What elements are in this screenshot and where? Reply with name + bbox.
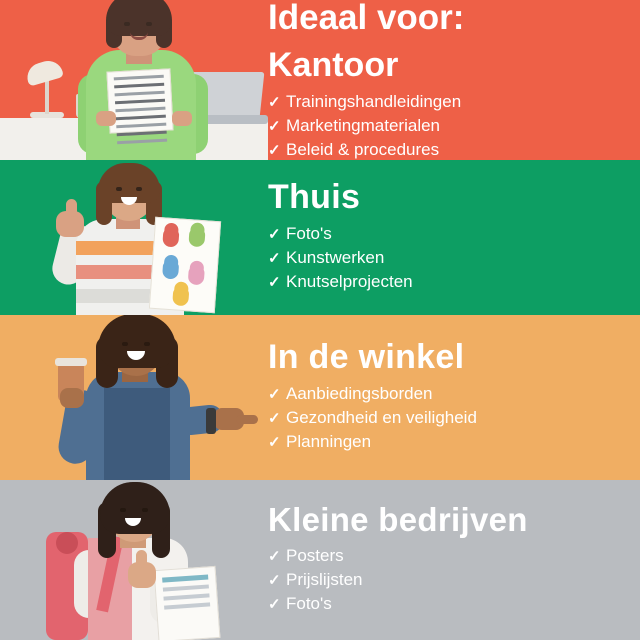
list-item-label: Prijslijsten xyxy=(286,570,363,590)
list-item-label: Knutselprojecten xyxy=(286,272,413,292)
small-business-text xyxy=(268,480,632,640)
coffee-lid-icon xyxy=(55,358,87,366)
person-eye xyxy=(136,187,142,191)
list-item-label: Foto's xyxy=(286,594,332,614)
person-hair xyxy=(98,315,176,368)
check-icon: ✓ xyxy=(268,596,281,614)
small-business-heading: Kleine bedrijven xyxy=(268,501,528,539)
list-item-label: Marketingmaterialen xyxy=(286,115,441,135)
check-icon: ✓ xyxy=(268,274,281,292)
office-list xyxy=(268,90,632,160)
store-list xyxy=(268,382,632,454)
printed-flyer xyxy=(154,566,221,640)
flyer-band xyxy=(162,574,208,582)
list-item-label: Trainingshandleidingen xyxy=(286,91,462,111)
home-heading: Thuis xyxy=(268,178,361,217)
list-item-label: Kunstwerken xyxy=(286,248,385,268)
check-icon: ✓ xyxy=(268,93,281,111)
list-item xyxy=(268,222,632,246)
person-eye xyxy=(116,187,122,191)
check-icon: ✓ xyxy=(268,434,281,452)
person-hair xyxy=(106,0,172,36)
store-text xyxy=(268,315,632,480)
check-icon: ✓ xyxy=(268,250,281,268)
handprint-artwork xyxy=(149,217,221,313)
office-heading: Kantoor xyxy=(268,45,399,84)
person-hand xyxy=(172,111,192,126)
desk-lamp-icon xyxy=(24,57,64,86)
small-business-photo xyxy=(0,480,268,640)
check-icon: ✓ xyxy=(268,117,281,135)
list-item-label: Posters xyxy=(286,546,344,566)
list-item xyxy=(268,430,632,454)
store-heading: In de winkel xyxy=(268,338,465,377)
list-item xyxy=(268,592,632,616)
handprint-icon xyxy=(162,228,179,247)
list-item xyxy=(268,246,632,270)
store-photo xyxy=(0,315,268,480)
wristwatch-icon xyxy=(206,408,216,434)
list-item xyxy=(268,406,632,430)
list-item-label: Planningen xyxy=(286,432,372,452)
list-item xyxy=(268,138,632,160)
home-photo xyxy=(0,160,268,315)
check-icon: ✓ xyxy=(268,572,281,590)
thumb-icon xyxy=(136,550,147,568)
person-eye xyxy=(124,22,130,26)
person-hand xyxy=(96,111,116,126)
list-item xyxy=(268,544,632,568)
flyer-line xyxy=(164,602,210,609)
list-item-label: Aanbiedingsborden xyxy=(286,384,433,404)
section-small-business xyxy=(0,480,640,640)
apron xyxy=(104,388,170,480)
page-title: Ideaal voor: xyxy=(268,0,465,37)
flyer-line xyxy=(163,593,209,600)
yoga-mat-end xyxy=(56,532,78,554)
home-text xyxy=(268,160,632,315)
person-hand xyxy=(60,388,84,408)
home-list xyxy=(268,222,632,294)
person-eye xyxy=(122,342,128,346)
office-text xyxy=(268,0,632,160)
check-icon: ✓ xyxy=(268,226,281,244)
check-icon: ✓ xyxy=(268,548,281,566)
section-store xyxy=(0,315,640,480)
list-item xyxy=(268,114,632,138)
list-item-label: Beleid & procedures xyxy=(286,140,440,160)
list-item-label: Foto's xyxy=(286,224,332,244)
list-item xyxy=(268,568,632,592)
person-eye xyxy=(142,508,148,512)
check-icon: ✓ xyxy=(268,410,281,428)
person-eye xyxy=(146,22,152,26)
office-photo xyxy=(0,0,268,160)
section-office xyxy=(0,0,640,160)
thumb-icon xyxy=(66,199,77,217)
list-item xyxy=(268,270,632,294)
handprint-icon xyxy=(162,260,179,279)
pointing-finger-icon xyxy=(236,415,258,424)
printed-document xyxy=(106,68,173,133)
lamp-pole-icon xyxy=(45,78,49,114)
flyer-line xyxy=(163,584,209,591)
handprint-icon xyxy=(188,228,205,247)
person-hair xyxy=(100,482,170,534)
handprint-icon xyxy=(172,287,189,306)
person-eye xyxy=(120,508,126,512)
section-home xyxy=(0,160,640,315)
list-item-label: Gezondheid en veiligheid xyxy=(286,408,477,428)
small-business-list xyxy=(268,544,632,616)
person-eye xyxy=(144,342,150,346)
list-item xyxy=(268,90,632,114)
list-item xyxy=(268,382,632,406)
check-icon: ✓ xyxy=(268,142,281,160)
handprint-icon xyxy=(188,266,205,285)
check-icon: ✓ xyxy=(268,386,281,404)
